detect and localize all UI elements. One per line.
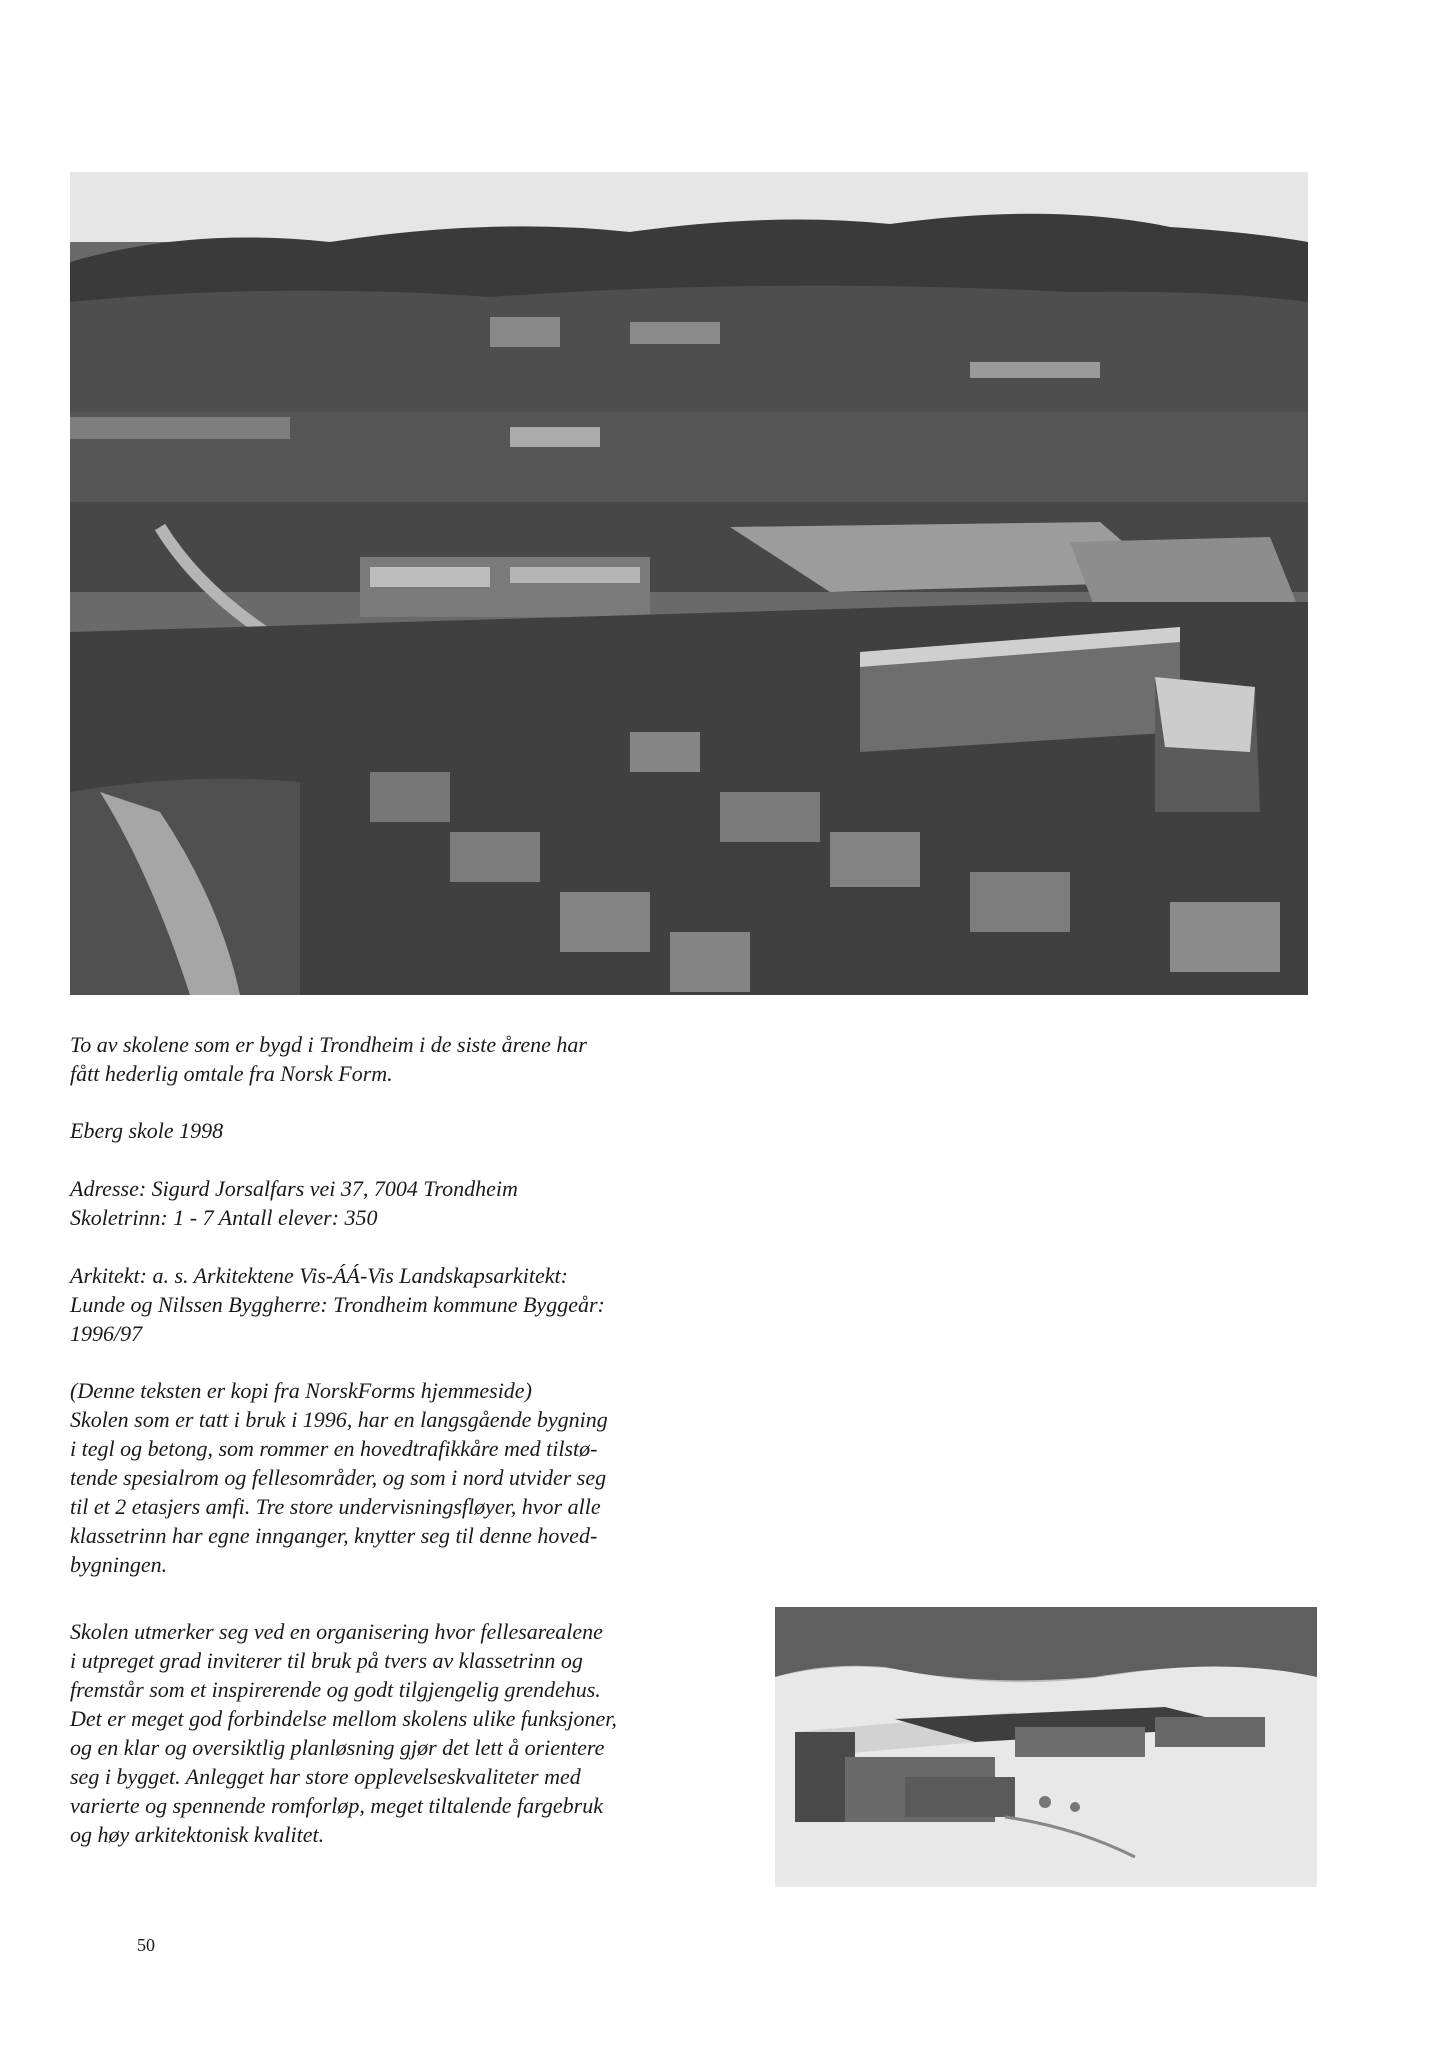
school-name: Eberg skole 1998 — [70, 1118, 224, 1143]
grades-line: Skoletrinn: 1 - 7 Antall elever: 350 — [70, 1205, 378, 1230]
credits-line: Arkitekt: a. s. Arkitektene Vis-ÁÁ-Vis Landskapsarkitekt: — [70, 1263, 568, 1288]
caption-line: To av skolene som er bygd i Trondheim i de siste årene har — [70, 1032, 587, 1057]
body-line: Skolen som er tatt i bruk i 1996, har en langsgående bygning — [70, 1407, 608, 1432]
body-line: bygningen. — [70, 1552, 168, 1577]
body-line: tende spesialrom og fellesområder, og som i nord utvider seg — [70, 1465, 607, 1490]
body-line: varierte og spennende romforløp, meget tiltalende fargebruk — [70, 1793, 603, 1818]
address-line: Adresse: Sigurd Jorsalfars vei 37, 7004 Trondheim — [70, 1176, 518, 1201]
body-paragraph-1 — [70, 1376, 710, 1579]
caption-line: fått hederlig omtale fra Norsk Form. — [70, 1061, 393, 1086]
aerial-photo — [70, 172, 1308, 995]
credits — [70, 1261, 710, 1348]
body-line: Skolen utmerker seg ved en organisering hvor fellesarealene — [70, 1619, 603, 1644]
photo-caption — [70, 1030, 710, 1088]
body-paragraph-2 — [70, 1617, 710, 1849]
school-title — [70, 1116, 710, 1145]
body-line: i tegl og betong, som rommer en hovedtrafikkåre med tilstø- — [70, 1436, 598, 1461]
body-line: seg i bygget. Anlegget har store opplevelseskvaliteter med — [70, 1764, 581, 1789]
credits-line: 1996/97 — [70, 1321, 143, 1346]
body-line: Det er meget god forbindelse mellom skolens ulike funksjoner, — [70, 1706, 617, 1731]
body-line: i utpreget grad inviterer til bruk på tvers av klassetrinn og — [70, 1648, 583, 1673]
body-line: og en klar og oversiktlig planløsning gjør det lett å orientere — [70, 1735, 605, 1760]
page-number: 50 — [137, 1935, 155, 1955]
school-photo — [775, 1607, 1317, 1887]
body-line: til et 2 etasjers amfi. Tre store undervisningsfløyer, hvor alle — [70, 1494, 601, 1519]
body-line: (Denne teksten er kopi fra NorskForms hjemmeside) — [70, 1378, 532, 1403]
school-address — [70, 1174, 710, 1232]
body-line: klassetrinn har egne innganger, knytter seg til denne hoved- — [70, 1523, 598, 1548]
credits-line: Lunde og Nilssen Byggherre: Trondheim kommune Byggeår: — [70, 1292, 605, 1317]
body-line: fremstår som et inspirerende og godt tilgjengelig grendehus. — [70, 1677, 601, 1702]
body-line: og høy arkitektonisk kvalitet. — [70, 1822, 325, 1847]
